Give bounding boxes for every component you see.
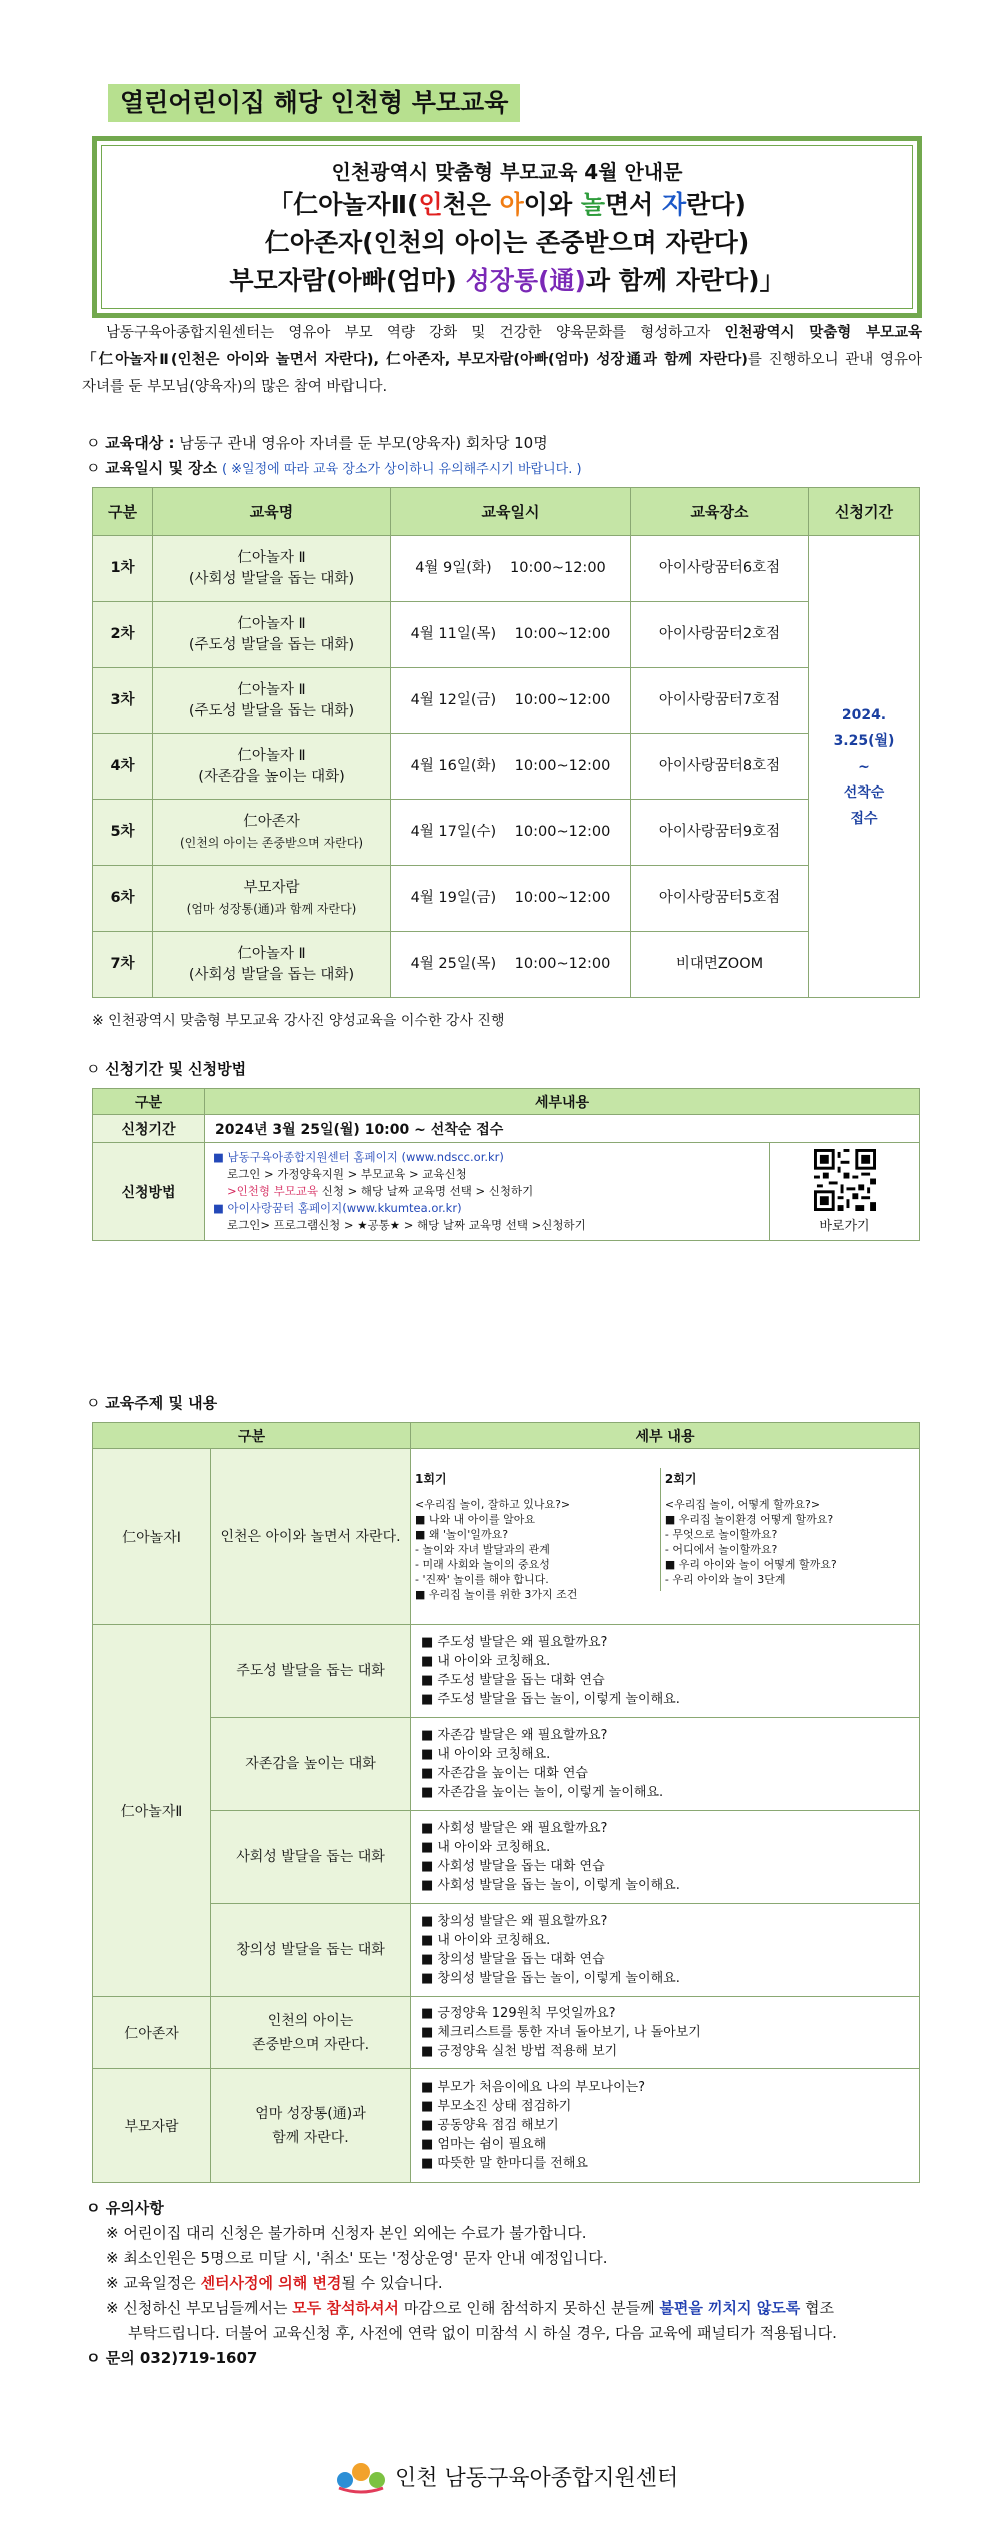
table-row: 사회성 발달을 돕는 대화 ■ 사회성 발달은 왜 필요할까요? ■ 내 아이와 코칭해요. ■ 사회성 발달을 돕는 대화 연습 ■ 사회성 발달을 돕는 놀이, 이렇게 놀이해요. xyxy=(93,1811,920,1904)
schedule-table xyxy=(92,487,920,998)
target-line: ㅇ 교육대상 : 남동구 관내 영유아 자녀를 둔 부모(양육자) 회차당 10명 xyxy=(86,434,548,452)
table-row: 2차 仁아놀자 Ⅱ (주도성 발달을 돕는 대화) 4월 11일(목) 10:00~12:00 아이사랑꿈터2호점 xyxy=(93,602,920,668)
apply-method-details: ■ 남동구육아종합지원센터 홈페이지 (www.ndscc.or.kr) 로그인 > 가정양육지원 > 부모교육 > 교육신청 >인천형 부모교육 신청 > 해당 날짜 교육명 선택 > 신청하기 ■ 아이사랑꿈터 홈페이지(www.kkumtea.or.kr) 로그인> 프로그램신청 > ★공통★ > 해당 날짜 교육명 선택 >신청하기 xyxy=(205,1143,770,1241)
table-row: 7차 仁아놀자 Ⅱ (사회성 발달을 돕는 대화) 4월 25일(목) 10:00~12:00 비대면ZOOM xyxy=(93,932,920,998)
ndscc-link[interactable]: 남동구육아종합지원센터 홈페이지 (www.ndscc.or.kr) xyxy=(227,1150,504,1164)
intro-paragraph: 남동구육아종합지원센터는 영유아 부모 역량 강화 및 건강한 양육문화를 형성하고자 인천광역시 맞춤형 부모교육 「仁아놀자Ⅱ(인천은 아이와 놀면서 자란다), 仁아존자, 부모자람(아빠(엄마) 성장通과 함께 자란다)를 진행하오니 관내 영유아 자녀를 둔 부모님(양육자)의 많은 참여 바랍니다. xyxy=(82,325,922,395)
qr-shortcut[interactable] xyxy=(770,1143,920,1241)
apply-period-cell: 2024. 3.25(월) ~ 선착순 접수 xyxy=(809,536,920,998)
topics-title: ㅇ 교육주제 및 내용 xyxy=(86,1394,218,1412)
table-row: 1차 仁아놀자 Ⅱ (사회성 발달을 돕는 대화) 4월 9일(화) 10:00~12:00 아이사랑꿈터6호점 2024. 3.25(월) ~ 선착순 접수 xyxy=(93,536,920,602)
topics-table: 구분 세부 내용 仁아놀자Ⅰ 인천은 아이와 놀면서 자란다. 1회기 <우리집 놀이, 잘하고 있나요?> ■ 나와 내 아이를 알아요 ■ 왜 '놀이'일까요? - 놀이와 자녀 발달과의 관계 - 미래 사회와 놀이의 중요성 - '진짜' 놀이를 해야 합니다. ■ 우리집 놀이를 위한 3가지 조건 2회기 <우리집 놀이, 어떻게 할까요?> ■ 우리집 놀이환경 어떻게 할까요? - 무엇으로 놀이할까요? - 어디에서 놀이할까요? ■ 우리 아이와 놀이 어떻게 할까요? - 우리 아이와 놀이 3단계 仁아놀자Ⅱ 주도성 발달을 돕는 대화 ■ 주도성 발달은 왜 필요할까요? ■ 내 아이와 코칭해요. ■ 주도성 발달을 돕는 대화 연습 ■ 주도성 발달을 돕는 놀이, 이렇게 놀이해요. 자존감을 높이는 대화 ■ 자존감 발달은 왜 필요할까요? ■ 내 아이와 코칭해요. ■ 자존감을 높이는 대화 연습 ■ 자존감을 높이는 놀이, 이렇게 놀이해요. 사회성 발달을 돕는 대화 ■ 사회성 발달은 왜 필요할까요? ■ 내 아이와 코칭해요. ■ 사회성 발달을 돕는 대화 연습 ■ 사회성 발달을 돕는 놀이, 이렇게 놀이해요. 창의성 발달을 돕는 대화 ■ 창의성 발달은 왜 필요할까요? ■ 내 아이와 코칭해요. ■ 창의성 발달을 돕는 대화 연습 ■ 창의성 발달을 돕는 놀이, 이렇게 놀이해요. 仁아존자 인천의 아이는 존중받으며 자란다. ■ 긍정양육 129원칙 무엇일까요? ■ 체크리스트를 통한 자녀 돌아보기, 나 돌아보기 ■ 긍정양육 실천 방법 적용해 보기 부모자람 엄마 성장통(通)과 함께 자란다. ■ 부모가 처음이에요 나의 부모나이는? ■ 부모소진 상태 점검하기 ■ 공동양육 점검 해보기 ■ 엄마는 쉼이 필요해 ■ 따뜻한 말 한마디를 전해요 xyxy=(92,1422,920,2183)
header-place: 교육장소 xyxy=(631,488,809,536)
datetime-line: ㅇ 교육일시 및 장소 ( ※일정에 따라 교육 장소가 상이하니 유의해주시기 바랍니다. ) xyxy=(86,459,582,477)
table-row: 자존감을 높이는 대화 ■ 자존감 발달은 왜 필요할까요? ■ 내 아이와 코칭해요. ■ 자존감을 높이는 대화 연습 ■ 자존감을 높이는 놀이, 이렇게 놀이해요. xyxy=(93,1718,920,1811)
title-line-4: 부모자람(아빠(엄마) 성장통(通)과 함께 자란다)」 xyxy=(229,266,785,295)
table-row: 仁아존자 인천의 아이는 존중받으며 자란다. ■ 긍정양육 129원칙 무엇일까요? ■ 체크리스트를 통한 자녀 돌아보기, 나 돌아보기 ■ 긍정양육 실천 방법 적용해 보기 xyxy=(93,1997,920,2069)
instructor-footnote: ※ 인천광역시 맞춤형 부모교육 강사진 양성교육을 이수한 강사 진행 xyxy=(92,1013,505,1029)
apply-title: ㅇ 신청기간 및 신청방법 xyxy=(86,1060,247,1078)
qr-label: 바로가기 xyxy=(819,1219,870,1234)
center-logo xyxy=(335,2456,678,2496)
table-row: 3차 仁아놀자 Ⅱ (주도성 발달을 돕는 대화) 4월 12일(금) 10:00~12:00 아이사랑꿈터7호점 xyxy=(93,668,920,734)
header-period: 신청기간 xyxy=(809,488,920,536)
center-logo-icon xyxy=(335,2458,387,2494)
title-box xyxy=(92,136,922,318)
table-row: 부모자람 엄마 성장통(通)과 함께 자란다. ■ 부모가 처음이에요 나의 부모나이는? ■ 부모소진 상태 점검하기 ■ 공동양육 점검 해보기 ■ 엄마는 쉼이 필요해 ■ 따뜻한 말 한마디를 전해요 xyxy=(93,2069,920,2183)
qr-code-icon[interactable] xyxy=(814,1149,876,1211)
table-row: 6차 부모자람 (엄마 성장통(通)과 함께 자란다) 4월 19일(금) 10:00~12:00 아이사랑꿈터5호점 xyxy=(93,866,920,932)
kkumtea-link[interactable]: 아이사랑꿈터 홈페이지(www.kkumtea.or.kr) xyxy=(227,1201,462,1215)
table-row: 창의성 발달을 돕는 대화 ■ 창의성 발달은 왜 필요할까요? ■ 내 아이와 코칭해요. ■ 창의성 발달을 돕는 대화 연습 ■ 창의성 발달을 돕는 놀이, 이렇게 놀이해요. xyxy=(93,1904,920,1997)
header-datetime: 교육일시 xyxy=(391,488,631,536)
week-1: 1회기 <우리집 놀이, 잘하고 있나요?> ■ 나와 내 아이를 알아요 ■ 왜 '놀이'일까요? - 놀이와 자녀 발달과의 관계 - 미래 사회와 놀이의 중요성 - '진짜' 놀이를 해야 합니다. ■ 우리집 놀이를 위한 3가지 조건 xyxy=(415,1471,578,1601)
caution-section: ㅇ 유의사항 ※ 어린이집 대리 신청은 불가하며 신청자 본인 외에는 수료가 불가합니다. ※ 최소인원은 5명으로 미달 시, '취소' 또는 '정상운영' 문자 안내 예정입니다. ※ 교육일정은 센터사정에 의해 변경될 수 있습니다. ※ 신청하신 부모님들께서는 모두 참석하셔서 마감으로 인해 참석하지 못하신 분들께 불편을 끼치지 않도록 협조 부탁드립니다. 더불어 교육신청 후, 사전에 연락 없이 미참석 시 하실 경우, 다음 교육에 패널티가 적용됩니다. ㅇ 문의 032)719-1607 xyxy=(86,2199,837,2367)
title-line-3: 仁아존자(인천의 아이는 존중받으며 자란다) xyxy=(264,228,750,257)
week-2: 2회기 <우리집 놀이, 어떻게 할까요?> ■ 우리집 놀이환경 어떻게 할까요? - 무엇으로 놀이할까요? - 어디에서 놀이할까요? ■ 우리 아이와 놀이 어떻게 할까요? - 우리 아이와 놀이 3단계 xyxy=(660,1468,909,1591)
table-row: 仁아놀자Ⅰ 인천은 아이와 놀면서 자란다. 1회기 <우리집 놀이, 잘하고 있나요?> ■ 나와 내 아이를 알아요 ■ 왜 '놀이'일까요? - 놀이와 자녀 발달과의 관계 - 미래 사회와 놀이의 중요성 - '진짜' 놀이를 해야 합니다. ■ 우리집 놀이를 위한 3가지 조건 2회기 <우리집 놀이, 어떻게 할까요?> ■ 우리집 놀이환경 어떻게 할까요? - 무엇으로 놀이할까요? - 어디에서 놀이할까요? ■ 우리 아이와 놀이 어떻게 할까요? - 우리 아이와 놀이 3단계 xyxy=(93,1449,920,1625)
header-name: 교육명 xyxy=(153,488,391,536)
table-row: 5차 仁아존자 (인천의 아이는 존중받으며 자란다) 4월 17일(수) 10:00~12:00 아이사랑꿈터9호점 xyxy=(93,800,920,866)
table-row: 仁아놀자Ⅱ 주도성 발달을 돕는 대화 ■ 주도성 발달은 왜 필요할까요? ■ 내 아이와 코칭해요. ■ 주도성 발달을 돕는 대화 연습 ■ 주도성 발달을 돕는 놀이, 이렇게 놀이해요. xyxy=(93,1625,920,1718)
page-banner: 열린어린이집 해당 인천형 부모교육 xyxy=(108,84,520,122)
title-line-1: 인천광역시 맞춤형 부모교육 4월 안내문 xyxy=(331,160,683,184)
center-name: 인천 남동구육아종합지원센터 xyxy=(395,2465,679,2491)
header-round: 구분 xyxy=(93,488,153,536)
title-line-2: 「仁아놀자Ⅱ(인천은 아이와 놀면서 자란다) xyxy=(268,190,746,219)
table-row: 4차 仁아놀자 Ⅱ (자존감을 높이는 대화) 4월 16일(화) 10:00~12:00 아이사랑꿈터8호점 xyxy=(93,734,920,800)
apply-table: 구분 세부내용 신청기간 2024년 3월 25일(월) 10:00 ~ 선착순 접수 신청방법 ■ 남동구육아종합지원센터 홈페이지 (www.ndscc.or.kr) 로그인 > 가정양육지원 > 부모교육 > 교육신청 >인천형 부모교육 신청 > 해당 날짜 교육명 선택 > 신청하기 ■ 아이사랑꿈터 홈페이지(www.kkumtea.or.kr) 로그인> 프로그램신청 > ★공통★ > 해당 날짜 교육명 선택 >신청하기 바로가기 xyxy=(92,1088,920,1241)
